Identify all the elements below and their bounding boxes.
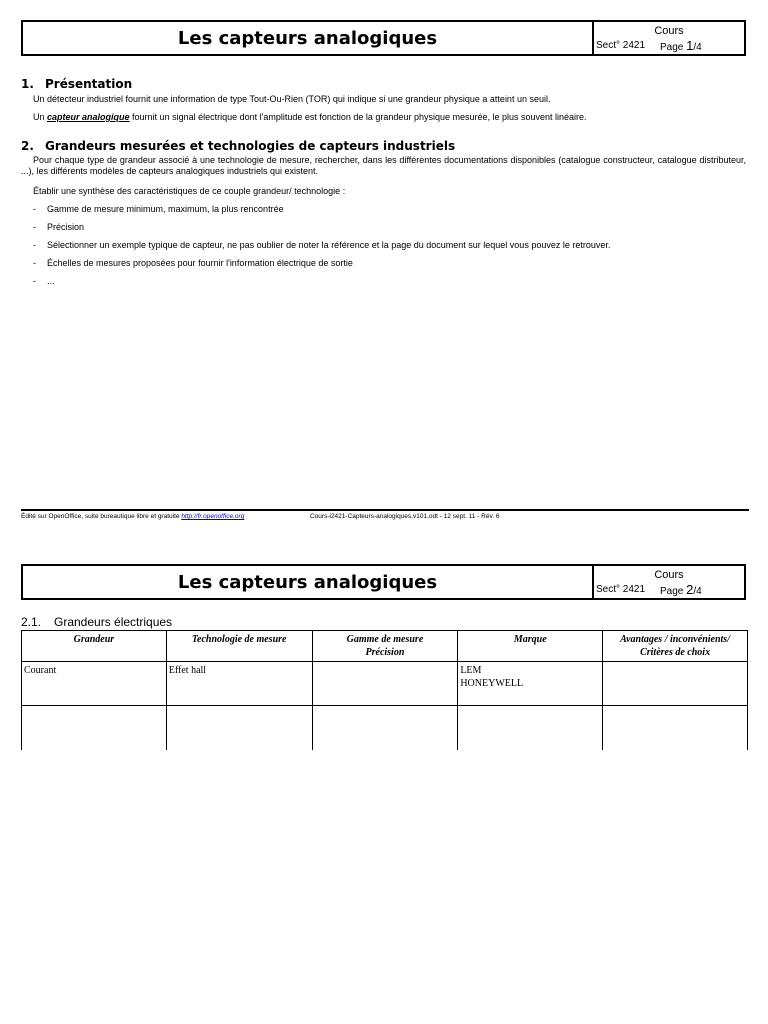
footer-edited-text: Édité sur OpenOffice, suite bureautique libre et gratuite: [21, 513, 182, 520]
bullet-item: - ...: [33, 276, 55, 286]
footer-doc-info: Cours-i2421-Capteurs-analogiques.v101.odt - 12 sept. 11 - Rév. 6: [310, 513, 500, 520]
cell-empty: [312, 706, 458, 751]
cell-grandeur: Courant: [22, 662, 167, 706]
page2-meta: [594, 566, 744, 598]
page2-header: [21, 564, 746, 600]
cell-avantages: [603, 662, 748, 706]
section1-heading: 1. Présentation: [21, 77, 133, 91]
cell-technologie: Effet hall: [166, 662, 312, 706]
header-marque: Marque: [458, 631, 603, 662]
header-avantages: Avantages / inconvénients/ Critères de choix: [603, 631, 748, 662]
page2-title: Les capteurs analogiques: [23, 566, 594, 598]
header-grandeur: Grandeur: [22, 631, 167, 662]
page1-footer: [21, 513, 500, 520]
section2-heading: 2. Grandeurs mesurées et technologies de capteurs industriels: [21, 139, 456, 153]
table-row: [22, 662, 748, 706]
page1-header: [21, 20, 746, 56]
footer-divider: [21, 509, 749, 511]
header-technologie: Technologie de mesure: [166, 631, 312, 662]
cell-empty: [458, 706, 603, 751]
page2-section-code: Sect° 2421: [596, 584, 646, 595]
page2-page-number: Page 2/4: [660, 582, 702, 597]
table-row: [22, 706, 748, 751]
page1-page-number: Page 1/4: [660, 38, 702, 53]
bullet-item: - Précision: [33, 222, 85, 232]
page1-section-code: Sect° 2421: [596, 40, 646, 51]
section2-paragraph-2: Établir une synthèse des caractéristiques de ce couple grandeur/ technologie :: [33, 186, 346, 196]
table-header-row: [22, 631, 748, 662]
cell-empty: [603, 706, 748, 751]
section1-paragraph-2: Un capteur analogique fournit un signal électrique dont l'amplitude est fonction de la grandeur physique mesurée, le plus souvent linéaire.: [33, 112, 587, 122]
cell-empty: [166, 706, 312, 751]
subsection-heading: 2.1. Grandeurs électriques: [21, 615, 173, 629]
capteur-analogique-term: capteur analogique: [47, 112, 130, 122]
bullet-item: - Échelles de mesures proposées pour fournir l'information électrique de sortie: [33, 258, 353, 268]
page1-doc-type: Cours: [654, 25, 684, 37]
openoffice-link[interactable]: http://fr.openoffice.org: [181, 513, 245, 520]
cell-empty: [22, 706, 167, 751]
page1-title: Les capteurs analogiques: [23, 22, 594, 54]
page1-meta: [594, 22, 744, 54]
bullet-item: - Gamme de mesure minimum, maximum, la plus rencontrée: [33, 204, 284, 214]
header-gamme-precision: Gamme de mesure Précision: [312, 631, 458, 662]
cell-gamme: [312, 662, 458, 706]
section2-paragraph-1: Pour chaque type de grandeur associé à une technologie de mesure, rechercher, dans les différentes documentations disponibles (catalogue constructeur, catalogue distributeur, ...), les différents modèles de capteurs analogiques industriels qui existent.: [21, 155, 746, 176]
bullet-item: - Sélectionner un exemple typique de capteur, ne pas oublier de noter la référence et la page du document sur lequel vous pouvez le retrouver.: [33, 240, 611, 250]
page2-doc-type: Cours: [654, 569, 684, 581]
cell-marque: LEM HONEYWELL: [458, 662, 603, 706]
electrical-quantities-table: [21, 630, 748, 750]
section1-paragraph-1: Un détecteur industriel fournit une information de type Tout-Ou-Rien (TOR) qui indique si une grandeur physique a atteint un seuil.: [33, 94, 551, 104]
